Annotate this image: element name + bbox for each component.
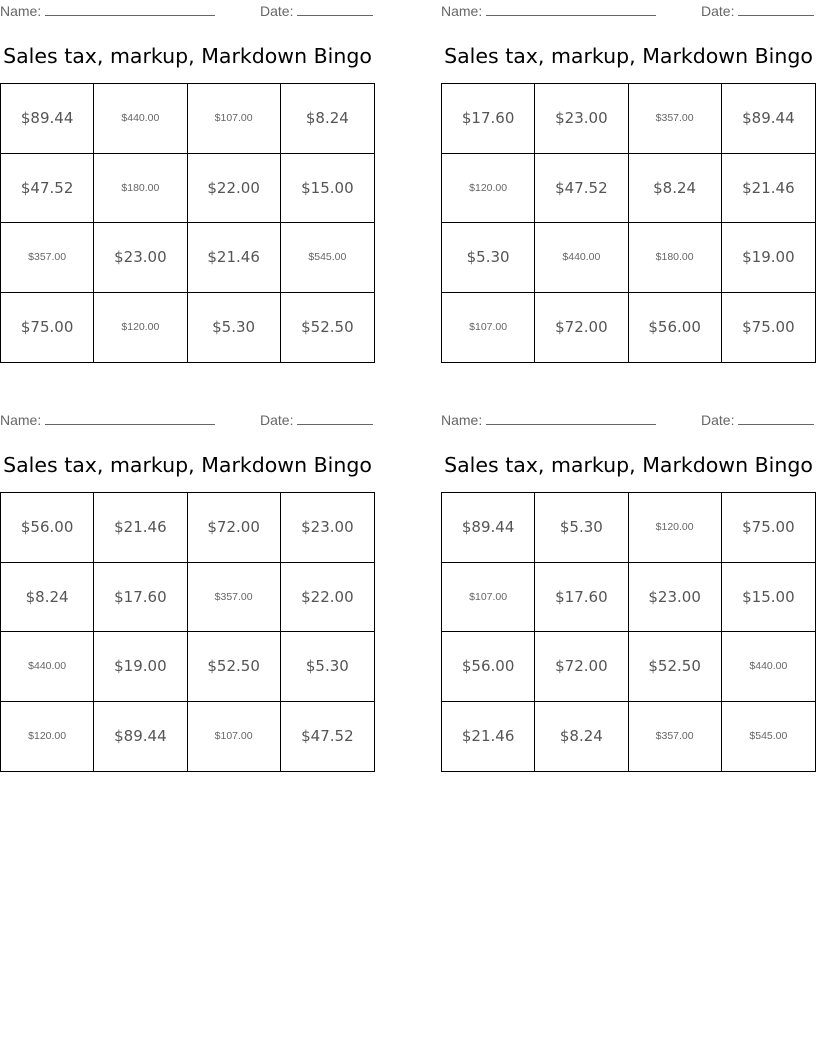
name-blank-line[interactable] [45,3,215,16]
date-blank-line[interactable] [297,412,373,425]
name-field[interactable] [0,2,215,20]
bingo-cell: $120.00 [442,154,535,224]
bingo-cell: $56.00 [442,632,535,702]
name-blank-line[interactable] [486,3,656,16]
bingo-card-4 [441,409,816,771]
bingo-grid [0,83,375,363]
bingo-cell: $21.46 [442,702,535,772]
bingo-cell: $52.50 [301,318,354,337]
bingo-cell: $5.30 [281,632,374,702]
bingo-cell: $180.00 [94,154,187,224]
bingo-cell: $23.00 [281,493,374,563]
name-blank-line[interactable] [45,412,215,425]
bingo-cell: $357.00 [188,563,281,633]
date-label: Date: [701,3,735,19]
bingo-cell: $23.00 [94,223,187,293]
bingo-cell: $357.00 [1,223,94,293]
bingo-cell: $21.46 [722,154,815,224]
bingo-card-3 [0,409,375,771]
name-field[interactable] [0,411,215,429]
bingo-cell: $47.52 [1,154,94,224]
date-label: Date: [260,3,294,19]
name-label: Name: [0,412,42,428]
bingo-cell: $19.00 [722,223,815,293]
bingo-cell: $89.44 [442,493,535,563]
bingo-cell: $120.00 [629,493,722,563]
name-label: Name: [441,3,483,19]
name-label: Name: [441,412,483,428]
date-field[interactable] [701,2,814,20]
bingo-cell: $357.00 [629,702,722,772]
bingo-cell: $440.00 [535,223,628,293]
date-blank-line[interactable] [297,3,373,16]
bingo-cell: $52.50 [629,632,722,702]
bingo-cell: $180.00 [629,223,722,293]
name-label: Name: [0,3,42,19]
bingo-cell: $47.52 [301,727,354,746]
bingo-cell: $120.00 [1,702,94,772]
name-blank-line[interactable] [486,412,656,425]
bingo-cell: $440.00 [94,84,187,154]
bingo-cell: $89.44 [722,84,815,154]
bingo-cell: $52.50 [188,632,281,702]
bingo-cell: $75.00 [742,318,795,337]
bingo-cell: $75.00 [1,293,94,363]
name-field[interactable] [441,2,656,20]
bingo-cell: $107.00 [442,563,535,633]
bingo-cell: $440.00 [722,632,815,702]
bingo-cell: $23.00 [629,563,722,633]
date-field[interactable] [260,2,373,20]
bingo-cell: $72.00 [535,632,628,702]
bingo-cell: $89.44 [1,84,94,154]
bingo-cell: $72.00 [188,493,281,563]
bingo-grid [0,492,375,772]
date-field[interactable] [701,411,814,429]
bingo-cell: $440.00 [1,632,94,702]
card-title: Sales tax, markup, Markdown Bingo [444,44,813,68]
bingo-cell: $8.24 [629,154,722,224]
bingo-cell: $15.00 [281,154,374,224]
name-field[interactable] [441,411,656,429]
bingo-cell: $5.30 [188,293,281,363]
bingo-cell: $545.00 [749,730,788,743]
bingo-cell: $23.00 [535,84,628,154]
date-blank-line[interactable] [738,412,814,425]
card-title: Sales tax, markup, Markdown Bingo [444,453,813,477]
bingo-cell: $107.00 [442,293,535,363]
bingo-card-1 [0,0,375,362]
bingo-cell: $22.00 [281,563,374,633]
bingo-grid [441,492,816,772]
bingo-cell: $5.30 [535,493,628,563]
bingo-cell: $5.30 [442,223,535,293]
bingo-card-2 [441,0,816,362]
bingo-cell: $22.00 [188,154,281,224]
bingo-cell: $75.00 [722,493,815,563]
card-title: Sales tax, markup, Markdown Bingo [3,453,372,477]
bingo-grid [441,83,816,363]
date-label: Date: [701,412,735,428]
bingo-cell: $56.00 [629,293,722,363]
bingo-cell: $107.00 [188,84,281,154]
bingo-cell: $15.00 [722,563,815,633]
bingo-cell: $17.60 [535,563,628,633]
bingo-cell: $8.24 [281,84,374,154]
bingo-cell: $17.60 [94,563,187,633]
bingo-cell: $21.46 [188,223,281,293]
bingo-cell: $545.00 [281,223,374,293]
name-date-row [0,411,375,429]
bingo-cell: $107.00 [188,702,281,772]
name-date-row [441,411,816,429]
bingo-cell: $56.00 [1,493,94,563]
date-label: Date: [260,412,294,428]
bingo-cell: $89.44 [94,702,187,772]
bingo-cell: $17.60 [442,84,535,154]
bingo-cell: $120.00 [94,293,187,363]
bingo-cell: $8.24 [1,563,94,633]
bingo-cell: $72.00 [535,293,628,363]
card-title: Sales tax, markup, Markdown Bingo [3,44,372,68]
bingo-cell: $47.52 [535,154,628,224]
bingo-cell: $21.46 [94,493,187,563]
bingo-cell: $19.00 [94,632,187,702]
name-date-row [0,2,375,20]
bingo-cell: $357.00 [629,84,722,154]
name-date-row [441,2,816,20]
date-blank-line[interactable] [738,3,814,16]
bingo-cell: $8.24 [535,702,628,772]
date-field[interactable] [260,411,373,429]
